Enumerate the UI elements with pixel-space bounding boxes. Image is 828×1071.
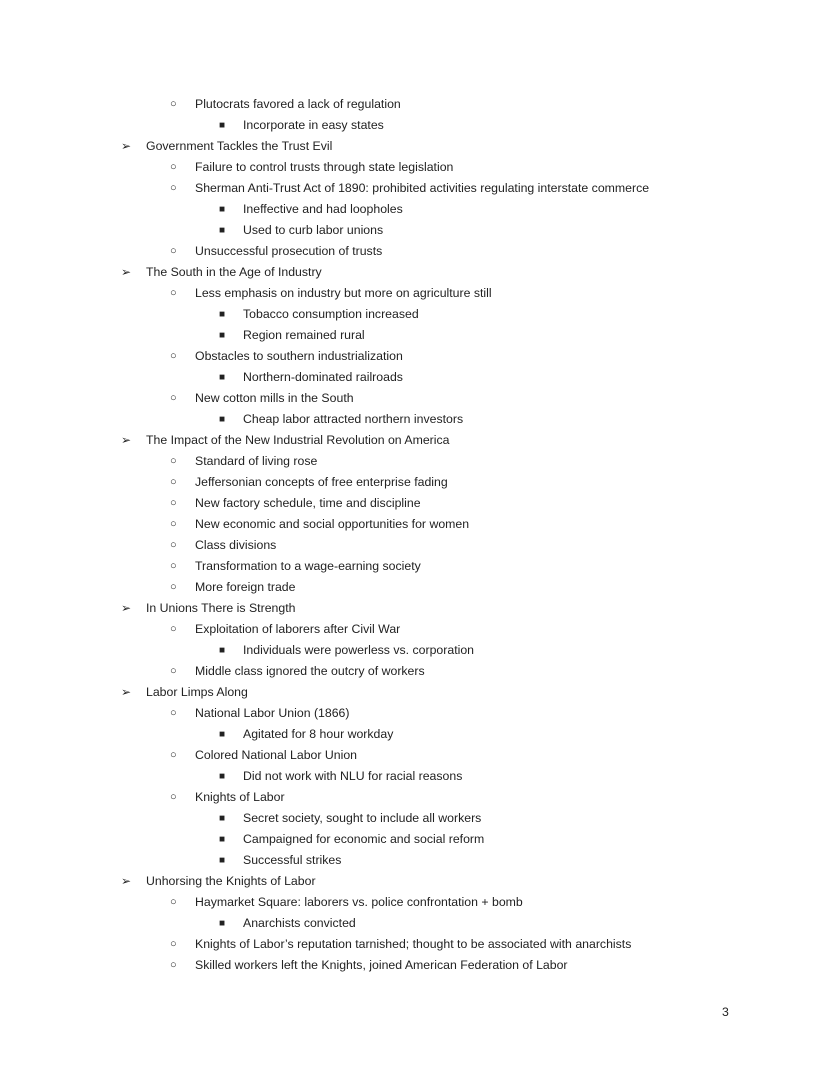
outline-item-level-2 [0,850,828,871]
outline-list [0,94,828,976]
outline-item-level-2 [0,913,828,934]
outline-item-level-2 [0,829,828,850]
arrow-bullet-icon: ➢ [121,601,132,615]
outline-item-level-1 [0,892,828,913]
arrow-bullet-icon: ➢ [121,433,132,447]
outline-item-text: Cheap labor attracted northern investors [243,412,464,426]
outline-item-text: Northern-dominated railroads [243,370,403,384]
square-bullet-icon: ■ [219,372,226,383]
outline-item-text: Campaigned for economic and social reform [243,832,485,846]
outline-item-text: Failure to control trusts through state legislation [195,160,454,174]
outline-item-text: In Unions There is Strength [146,601,296,615]
outline-item-text: Agitated for 8 hour workday [243,727,394,741]
outline-item-text: Ineffective and had loopholes [243,202,403,216]
outline-item-text: Government Tackles the Trust Evil [146,139,333,153]
outline-item-level-1 [0,703,828,724]
outline-item-level-0 [0,136,828,157]
circle-bullet-icon: ○ [170,98,177,110]
square-bullet-icon: ■ [219,414,226,425]
outline-item-text: The South in the Age of Industry [146,265,322,279]
circle-bullet-icon: ○ [170,896,177,908]
outline-item-text: More foreign trade [195,580,296,594]
square-bullet-icon: ■ [219,771,226,782]
outline-item-text: Region remained rural [243,328,365,342]
circle-bullet-icon: ○ [170,581,177,593]
outline-item-level-1 [0,556,828,577]
outline-item-level-2 [0,115,828,136]
outline-item-text: Incorporate in easy states [243,118,384,132]
outline-item-text: Middle class ignored the outcry of workers [195,664,425,678]
outline-item-level-1 [0,493,828,514]
outline-item-level-2 [0,808,828,829]
square-bullet-icon: ■ [219,225,226,236]
outline-item-text: New economic and social opportunities for women [195,517,470,531]
outline-item-level-1 [0,157,828,178]
outline-item-text: Jeffersonian concepts of free enterprise fading [195,475,448,489]
circle-bullet-icon: ○ [170,749,177,761]
outline-item-level-2 [0,325,828,346]
outline-item-level-0 [0,871,828,892]
arrow-bullet-icon: ➢ [121,874,132,888]
square-bullet-icon: ■ [219,813,226,824]
outline-item-text: Haymarket Square: laborers vs. police confrontation + bomb [195,895,523,909]
outline-item-text: Sherman Anti-Trust Act of 1890: prohibited activities regulating interstate commerce [195,181,650,195]
outline-item-level-0 [0,682,828,703]
arrow-bullet-icon: ➢ [121,139,132,153]
square-bullet-icon: ■ [219,645,226,656]
outline-item-text: The Impact of the New Industrial Revolution on America [146,433,450,447]
circle-bullet-icon: ○ [170,560,177,572]
outline-item-level-1 [0,787,828,808]
outline-item-level-1 [0,451,828,472]
outline-item-text: Standard of living rose [195,454,318,468]
outline-item-text: Exploitation of laborers after Civil War [195,622,401,636]
square-bullet-icon: ■ [219,855,226,866]
page-number: 3 [722,1005,729,1019]
outline-item-text: Secret society, sought to include all workers [243,811,482,825]
outline-item-text: Individuals were powerless vs. corporation [243,643,475,657]
square-bullet-icon: ■ [219,120,226,131]
circle-bullet-icon: ○ [170,476,177,488]
outline-item-level-2 [0,367,828,388]
outline-item-level-2 [0,724,828,745]
circle-bullet-icon: ○ [170,518,177,530]
outline-item-text: Knights of Labor [195,790,285,804]
circle-bullet-icon: ○ [170,350,177,362]
outline-item-text: Unsuccessful prosecution of trusts [195,244,383,258]
circle-bullet-icon: ○ [170,392,177,404]
outline-item-level-2 [0,199,828,220]
outline-item-level-1 [0,241,828,262]
circle-bullet-icon: ○ [170,455,177,467]
outline-item-text: National Labor Union (1866) [195,706,350,720]
outline-item-level-1 [0,535,828,556]
outline-item-level-1 [0,619,828,640]
outline-item-level-0 [0,598,828,619]
outline-item-level-1 [0,178,828,199]
outline-item-level-2 [0,640,828,661]
outline-item-text: Did not work with NLU for racial reasons [243,769,463,783]
circle-bullet-icon: ○ [170,497,177,509]
square-bullet-icon: ■ [219,309,226,320]
outline-item-level-1 [0,472,828,493]
circle-bullet-icon: ○ [170,182,177,194]
circle-bullet-icon: ○ [170,539,177,551]
outline-item-level-2 [0,220,828,241]
circle-bullet-icon: ○ [170,245,177,257]
outline-item-level-2 [0,304,828,325]
outline-item-text: Labor Limps Along [146,685,248,699]
outline-item-text: Class divisions [195,538,277,552]
circle-bullet-icon: ○ [170,161,177,173]
circle-bullet-icon: ○ [170,938,177,950]
outline-item-text: Unhorsing the Knights of Labor [146,874,316,888]
square-bullet-icon: ■ [219,729,226,740]
outline-item-text: Skilled workers left the Knights, joined American Federation of Labor [195,958,568,972]
outline-item-level-1 [0,94,828,115]
outline-item-text: Transformation to a wage-earning society [195,559,421,573]
outline-item-text: Less emphasis on industry but more on agriculture still [195,286,492,300]
circle-bullet-icon: ○ [170,623,177,635]
outline-item-text: Anarchists convicted [243,916,356,930]
outline-item-text: Tobacco consumption increased [243,307,419,321]
outline-item-level-1 [0,934,828,955]
outline-item-text: New cotton mills in the South [195,391,354,405]
outline-item-level-1 [0,346,828,367]
outline-item-text: New factory schedule, time and discipline [195,496,421,510]
circle-bullet-icon: ○ [170,791,177,803]
outline-item-level-0 [0,262,828,283]
outline-item-level-1 [0,955,828,976]
outline-item-text: Plutocrats favored a lack of regulation [195,97,401,111]
outline-item-text: Knights of Labor’s reputation tarnished; thought to be associated with anarchists [195,937,632,951]
outline-item-text: Obstacles to southern industrialization [195,349,403,363]
arrow-bullet-icon: ➢ [121,265,132,279]
outline-item-level-1 [0,745,828,766]
square-bullet-icon: ■ [219,834,226,845]
circle-bullet-icon: ○ [170,665,177,677]
circle-bullet-icon: ○ [170,707,177,719]
outline-item-level-1 [0,577,828,598]
circle-bullet-icon: ○ [170,959,177,971]
outline-item-text: Successful strikes [243,853,342,867]
outline-item-level-1 [0,514,828,535]
outline-item-text: Used to curb labor unions [243,223,384,237]
outline-item-level-1 [0,283,828,304]
outline-item-level-1 [0,661,828,682]
outline-item-level-2 [0,409,828,430]
outline-item-level-0 [0,430,828,451]
outline-item-level-1 [0,388,828,409]
square-bullet-icon: ■ [219,204,226,215]
outline-item-level-2 [0,766,828,787]
outline-item-text: Colored National Labor Union [195,748,358,762]
square-bullet-icon: ■ [219,918,226,929]
circle-bullet-icon: ○ [170,287,177,299]
arrow-bullet-icon: ➢ [121,685,132,699]
square-bullet-icon: ■ [219,330,226,341]
